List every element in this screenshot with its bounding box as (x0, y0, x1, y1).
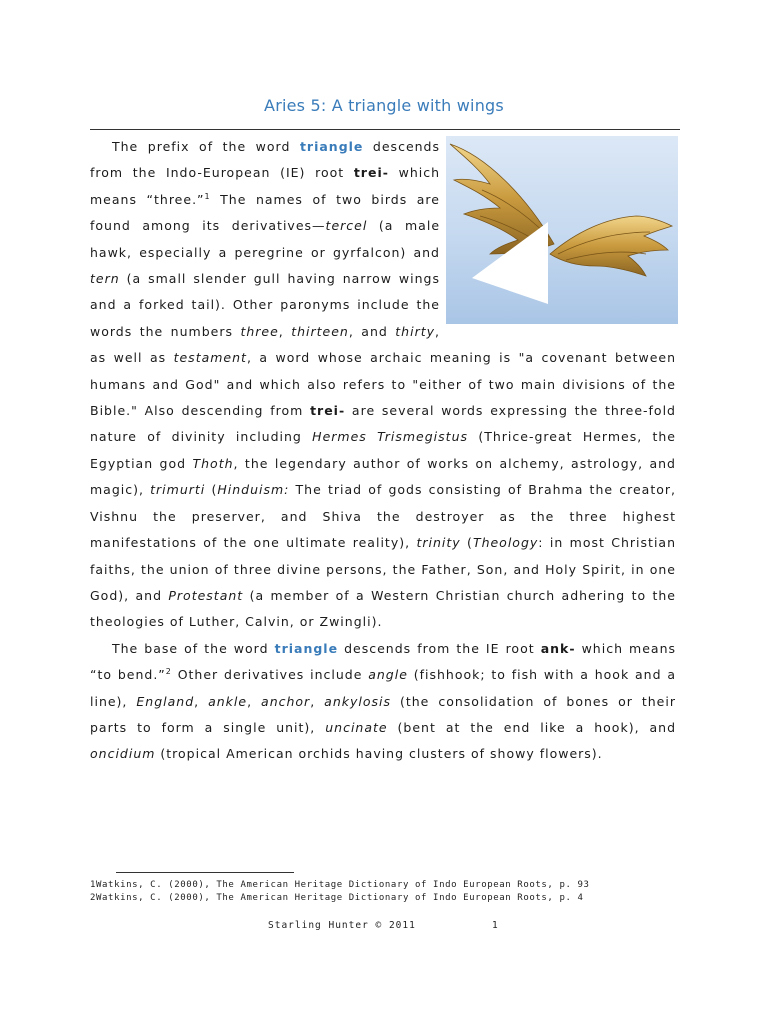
paragraph-2: The base of the word triangle descends from the IE root ank- which means “to bend.”$^2$ Other derivatives include angle (fishhook; to fish with a hook and a line), England, ankle, anchor, ankylosis (the consolidation of bones or their parts to form a single unit), uncinate (bent at the end like a hook), and oncidium (tropical American orchids having clusters of showy flowers). (90, 640, 677, 762)
footer-credit: Starling Hunter © 2011 (268, 920, 416, 931)
article-body (90, 134, 676, 768)
footnote-1: 1Watkins, C. (2000), The American Heritage Dictionary of Indo European Roots, p. 93 (90, 880, 590, 890)
root-trei: trei- (353, 165, 389, 181)
figure-float-spacer (440, 134, 676, 320)
footnote-ref-1: 1 (204, 191, 211, 201)
term-triangle: triangle (299, 139, 364, 154)
page-title: Aries 5: A triangle with wings (264, 96, 504, 115)
footnote-rule (116, 872, 294, 873)
term-triangle-2: triangle (274, 640, 339, 656)
footnote-ref-2: 2 (165, 666, 172, 676)
footnote-2: 2Watkins, C. (2000), The American Heritage Dictionary of Indo European Roots, p. 4 (90, 893, 584, 903)
page-number: 1 (492, 920, 499, 931)
paragraph-1: The prefix of the word triangle descends from the Indo-European (IE) root trei- which means “three.”$^1$ The names of two birds are found among its derivatives—tercel (a male hawk, especially a peregrine or gyrfalcon) and tern (a small slender gull having narrow wings and a forked tail). Other paronyms include the words the numbers three, thirteen, and thirty, as well as testament, a word whose archaic meaning is "a covenant between humans and God" and which also refers to "either of two main divisions of the Bible." Also descending from trei- are several words expressing the three-fold nature of divinity including Hermes Trismegistus (Thrice-great Hermes, the Egyptian god Thoth, the legendary author of works on alchemy, astrology, and magic), trimurti (Hinduism: The triad of gods consisting of Brahma the creator, Vishnu the preserver, and Shiva the destroyer as the three highest manifestations of the one ultimate reality), trinity (Theology: in most Christian faiths, the union of three divine persons, the Father, Son, and Holy Spirit, in one God), and Protestant (a member of a Western Christian church adhering to the theologies of Luther, Calvin, or Zwingli). (90, 134, 676, 636)
root-ank: ank- (540, 640, 576, 656)
title-rule (90, 129, 680, 130)
